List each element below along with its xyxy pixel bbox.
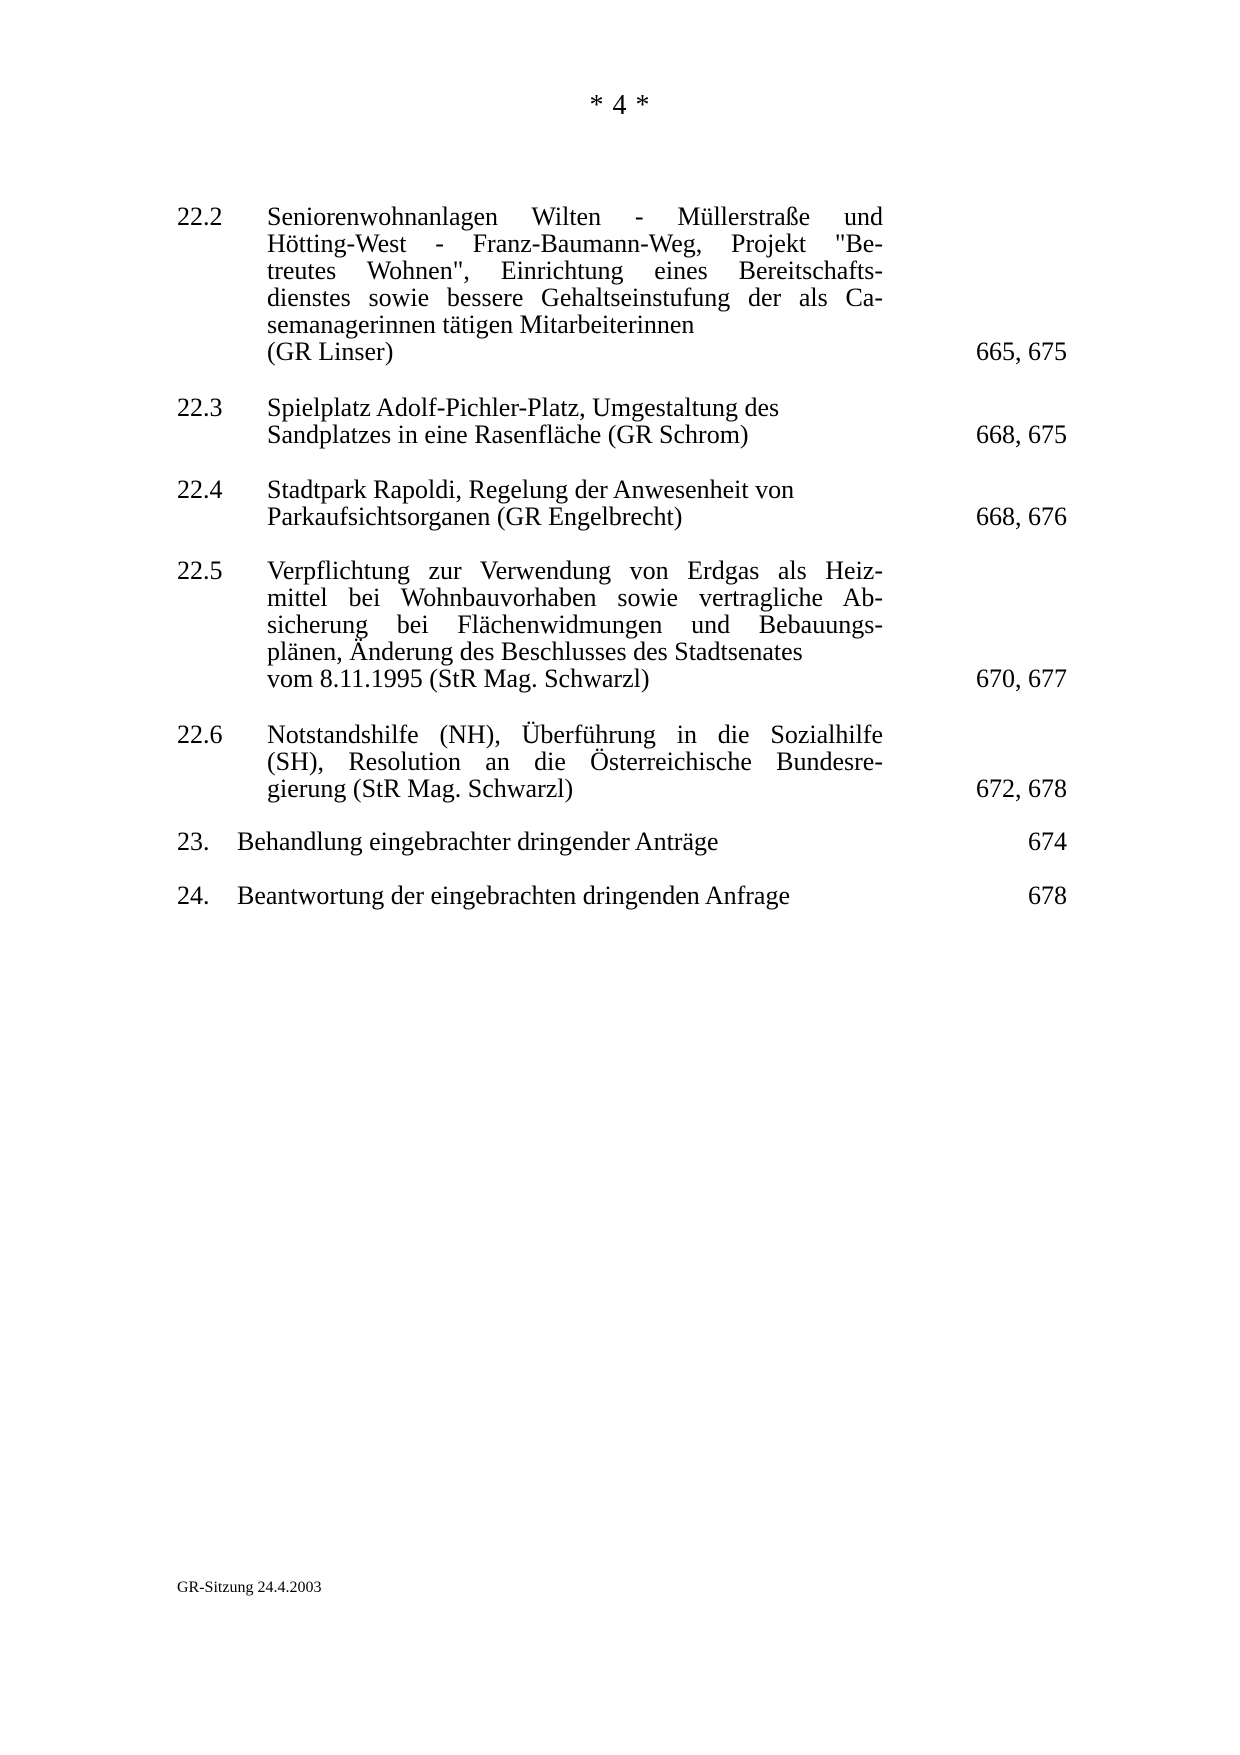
entry-title-line: Spielplatz Adolf-Pichler-Platz, Umgestaltung des xyxy=(267,393,780,422)
entry-title xyxy=(267,394,883,448)
entry-title-line: (SH), Resolution an die Österreichische Bundesre- xyxy=(267,747,883,776)
entry-pages: 678 xyxy=(1028,881,1067,910)
page-number: * 4 * xyxy=(589,90,651,121)
entry-pages: 670, 677 xyxy=(976,664,1067,693)
entry-pages: 672, 678 xyxy=(976,774,1067,803)
entry-title xyxy=(267,557,883,692)
entry-title-line: Seniorenwohnanlagen Wilten - Müllerstraße und xyxy=(267,202,883,231)
entry-pages: 668, 675 xyxy=(976,420,1067,449)
entry-number: 22.2 xyxy=(177,202,223,231)
entry-title-line: treutes Wohnen", Einrichtung eines Bereitschafts- xyxy=(267,256,883,285)
entry-title-line: semanagerinnen tätigen Mitarbeiterinnen xyxy=(267,310,695,339)
entry-title-line: (GR Linser) xyxy=(267,337,394,366)
entry-title xyxy=(267,721,883,802)
entry-title: Behandlung eingebrachter dringender Anträge xyxy=(237,827,719,856)
entry-title-line: Stadtpark Rapoldi, Regelung der Anwesenheit von xyxy=(267,475,795,504)
page-footer: GR-Sitzung 24.4.2003 xyxy=(177,1579,322,1596)
entry-number: 22.5 xyxy=(177,556,223,585)
entry-number: 22.4 xyxy=(177,475,223,504)
entry-title-line: sicherung bei Flächenwidmungen und Bebauungs- xyxy=(267,610,883,639)
entry-number: 22.3 xyxy=(177,393,223,422)
entry-title-line: plänen, Änderung des Beschlusses des Stadtsenates xyxy=(267,637,803,666)
entry-title: Beantwortung der eingebrachten dringenden Anfrage xyxy=(237,881,791,910)
entry-number: 23. xyxy=(177,827,210,856)
entry-title-line: gierung (StR Mag. Schwarzl) xyxy=(267,774,574,803)
entry-pages: 668, 676 xyxy=(976,502,1067,531)
entry-title-line: vom 8.11.1995 (StR Mag. Schwarzl) xyxy=(267,664,650,693)
entry-title-line: mittel bei Wohnbauvorhaben sowie vertragliche Ab- xyxy=(267,583,883,612)
entry-title xyxy=(267,203,883,365)
entry-title-line: dienstes sowie bessere Gehaltseinstufung der als Ca- xyxy=(267,283,883,312)
entry-title-line: Sandplatzes in eine Rasenfläche (GR Schrom) xyxy=(267,420,749,449)
entry-title-line: Hötting-West - Franz-Baumann-Weg, Projekt "Be- xyxy=(267,229,883,258)
entry-title xyxy=(267,476,883,530)
entry-number: 22.6 xyxy=(177,720,223,749)
entry-title-line: Parkaufsichtsorganen (GR Engelbrecht) xyxy=(267,502,683,531)
entry-pages: 674 xyxy=(1028,827,1067,856)
entry-title-line: Verpflichtung zur Verwendung von Erdgas als Heiz- xyxy=(267,556,883,585)
entry-title-line: Notstandshilfe (NH), Überführung in die Sozialhilfe xyxy=(267,720,883,749)
entry-number: 24. xyxy=(177,881,210,910)
entry-pages: 665, 675 xyxy=(976,337,1067,366)
